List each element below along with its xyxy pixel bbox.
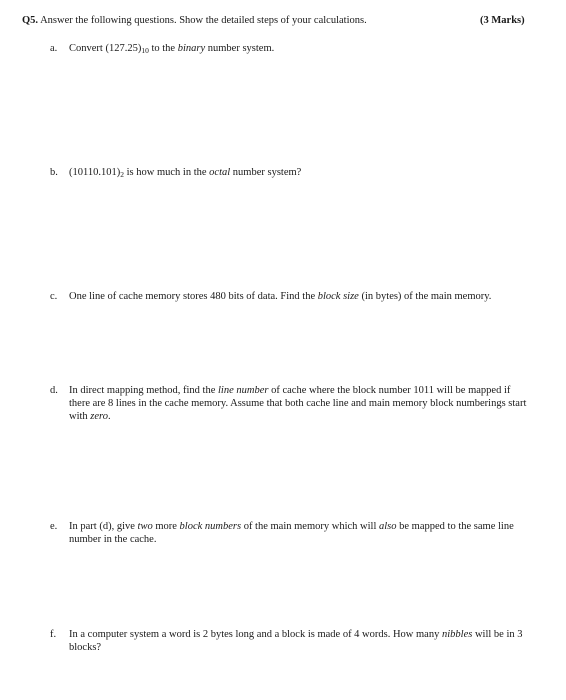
question-marks: (3 Marks) [480,15,525,26]
part-letter: d. [50,385,58,396]
part-c [50,290,550,303]
part-letter: e. [50,521,58,532]
part-letter: f. [50,629,57,640]
part-text: In a computer system a word is 2 bytes long and a block is made of 4 words. How many nibbles will be in 3 blocks? [69,629,523,653]
part-letter: b. [50,167,58,178]
part-d [50,384,530,423]
part-text: One line of cache memory stores 480 bits of data. Find the block size (in bytes) of the main memory. [69,291,492,302]
part-text: Convert $(127.25)_{10}$ to the binary number system. [69,43,275,55]
part-e [50,520,530,546]
part-letter: a. [50,43,58,54]
part-a [50,42,540,55]
part-text: In direct mapping method, find the line number of cache where the block number 1011 will be mapped if there are 8 lines in the cache memory. Assume that both cache line and main memory block numberings start with zero. [69,385,527,422]
question-instruction: Answer the following questions. Show the detailed steps of your calculations. [40,15,367,26]
part-b [50,166,540,179]
part-text: In part (d), give two more block numbers of the main memory which will also be mapped to the same line number in the cache. [69,521,514,545]
part-f [50,628,540,654]
part-letter: c. [50,291,58,302]
part-text: $(10110.101)_2$ is how much in the octal number system? [69,167,302,179]
question-header [22,14,542,28]
question-number: Q5. [22,15,39,26]
